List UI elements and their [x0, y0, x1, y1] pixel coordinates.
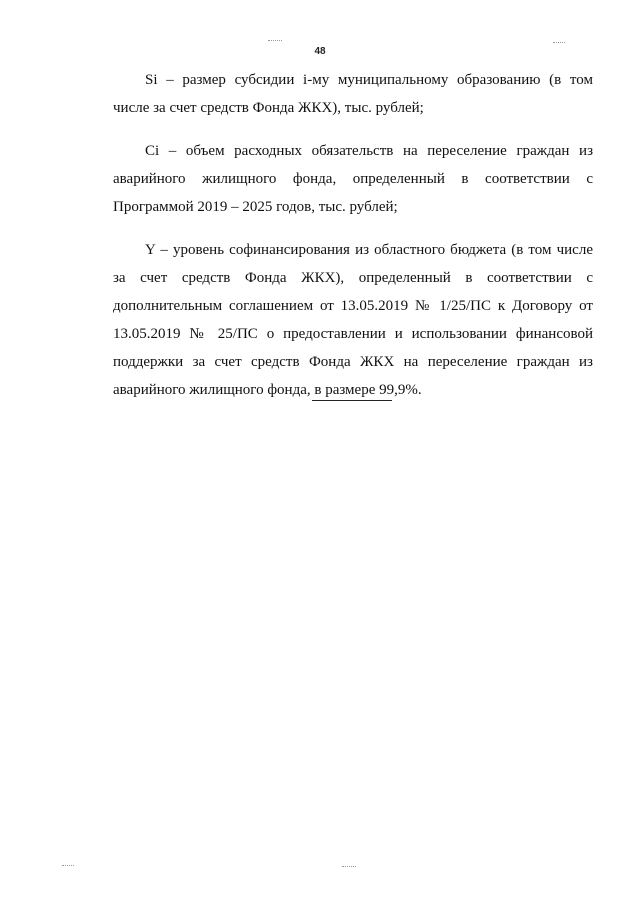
scan-speck: [342, 866, 356, 867]
scan-speck: [268, 40, 282, 41]
scan-speck: [553, 42, 565, 43]
end-rule: [312, 400, 392, 401]
document-body: [113, 66, 593, 419]
paragraph-ci-definition: Ci – объем расходных обязательств на переселение граждан из аварийного жилищного фонда, определенный в соответствии с Программой 2019 – 2025 годов, тыс. рублей;: [113, 143, 593, 215]
paragraph-si-definition: Si – размер субсидии i-му муниципальному образованию (в том числе за счет средств Фонда ЖКХ), тыс. рублей;: [113, 72, 593, 116]
page-number: 48: [314, 46, 326, 57]
paragraph-y-definition: Y – уровень софинансирования из областного бюджета (в том числе за счет средств Фонда ЖКХ), определенный в соответствии с дополнительным соглашением от 13.05.2019 № 1/25/ПС к Договору от 13.05.2019 № 25/ПС о предоставлении и использовании финансовой поддержки за счет средств Фонда ЖКХ на переселение граждан из аварийного жилищного фонда, в размере 99,9%.: [113, 242, 593, 398]
scan-speck: [62, 865, 74, 866]
